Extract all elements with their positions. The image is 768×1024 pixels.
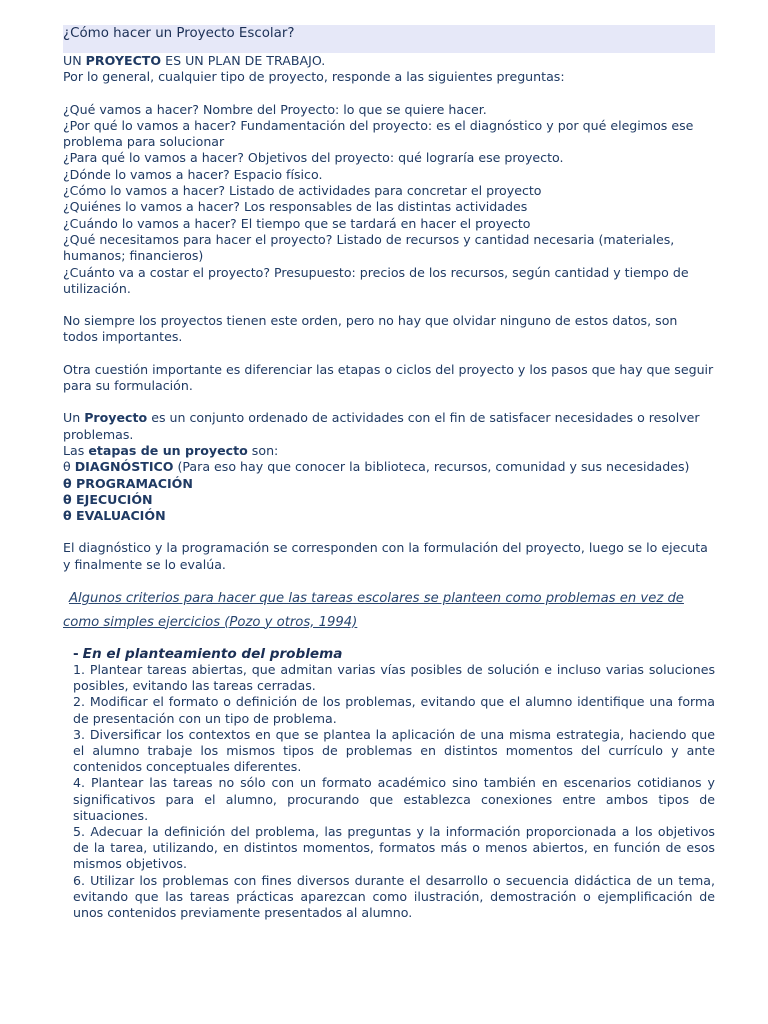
document-page [63, 25, 715, 921]
intro-line-1 [63, 53, 715, 69]
stages-a: Las [63, 442, 89, 458]
question-1: ¿Qué vamos a hacer? Nombre del Proyecto: lo que se quiere hacer. [63, 101, 487, 117]
title-bar [63, 25, 715, 53]
question-5: ¿Cómo lo vamos a hacer? Listado de actividades para concretar el proyecto [63, 183, 542, 199]
stage-ejecucion: θ EJECUCIÓN [63, 491, 153, 507]
question-9: ¿Cuánto va a costar el proyecto? Presupuesto: precios de los recursos, según cantidad y tiempo de utilización. [63, 264, 689, 296]
stage-diagnostico [63, 459, 715, 475]
stage-programacion: θ PROGRAMACIÓN [63, 475, 193, 491]
intro-section [63, 53, 715, 573]
def-c: es un conjunto ordenado de actividades con el fin de satisfacer necesidades o resolver problemas. [63, 410, 700, 442]
criteria-list [63, 662, 715, 921]
question-2: ¿Por qué lo vamos a hacer? Fundamentación del proyecto: es el diagnóstico y por qué elegimos ese problema para solucionar [63, 117, 694, 150]
list-item: 5. Adecuar la definición del problema, las preguntas y la información proporcionada a los objetivos de la tarea, utilizando, en distintos momentos, formatos más o menos abiertos, en función de esos mismos objetivos. [73, 824, 715, 872]
section-dash: - [73, 646, 79, 663]
question-3: ¿Para qué lo vamos a hacer? Objetivos del proyecto: qué lograría ese proyecto. [63, 150, 564, 166]
list-item: 4. Plantear las tareas no sólo con un formato académico sino también en escenarios cotidianos y significativos para el alumno, procurando que establezca conexiones entre ambos tipos de situaciones. [73, 775, 715, 823]
stages-intro [63, 443, 715, 459]
list-item: 2. Modificar el formato o definición de los problemas, evitando que el alumno identifique una forma de presentación con un tipo de problema. [73, 694, 715, 726]
paragraph-stages: Otra cuestión importante es diferenciar las etapas o ciclos del proyecto y los pasos que hay que seguir para su formulación. [63, 361, 714, 394]
intro-line-1-bold: PROYECTO [85, 53, 162, 68]
list-item: 1. Plantear tareas abiertas, que admitan varias vías posibles de solución e incluso varias soluciones posibles, evitando las tareas cerradas. [73, 662, 715, 694]
list-item: 3. Diversificar los contextos en que se plantea la aplicación de una misma estrategia, haciendo que el alumno trabaje los mismos tipos de problemas en distintos momentos del currículo y ante contenidos conceptuales diferentes. [73, 726, 715, 775]
stage-1-name: DIAGNÓSTICO [74, 459, 174, 475]
list-item: 6. Utilizar los problemas con fines diversos durante el desarrollo o secuencia didáctica de un tema, evitando que las tareas prácticas aparezcan como ilustración, demostración o ejemplificación de unos contenidos previamente presentados al alumno. [73, 872, 715, 921]
section-heading [63, 646, 715, 662]
intro-line-1-a: UN [63, 53, 86, 68]
stages-c: son: [247, 442, 279, 458]
paragraph-order: No siempre los proyectos tienen este orden, pero no hay que olvidar ninguno de estos datos, son todos importantes. [63, 313, 678, 345]
question-8: ¿Qué necesitamos para hacer el proyecto? Listado de recursos y cantidad necesaria (materiales, humanos; financieros) [63, 231, 675, 264]
def-bold: Proyecto [84, 410, 148, 426]
stage-evaluacion: θ EVALUACIÓN [63, 508, 166, 524]
criteria-title: Algunos criterios para hacer que las tareas escolares se planteen como problemas en vez de como simples ejercicios (Pozo y otros, 1994) [63, 591, 684, 630]
def-a: Un [63, 410, 85, 426]
intro-line-1-c: ES UN PLAN DE TRABAJO. [161, 53, 326, 68]
stages-bold: etapas de un proyecto [88, 442, 248, 458]
question-7: ¿Cuándo lo vamos a hacer? El tiempo que se tardará en hacer el proyecto [63, 215, 531, 231]
page-title: ¿Cómo hacer un Proyecto Escolar? [63, 26, 295, 41]
project-definition [63, 410, 715, 443]
closing-paragraph: El diagnóstico y la programación se corresponden con la formulación del proyecto, luego se lo ejecuta y finalmente se lo evalúa. [63, 540, 708, 572]
stage-1-mark: θ [63, 459, 75, 475]
question-4: ¿Dónde lo vamos a hacer? Espacio físico. [63, 166, 323, 182]
intro-line-2: Por lo general, cualquier tipo de proyecto, responde a las siguientes preguntas: [63, 69, 565, 85]
stage-1-note: (Para eso hay que conocer la biblioteca, recursos, comunidad y sus necesidades) [173, 459, 690, 475]
question-6: ¿Quiénes lo vamos a hacer? Los responsables de las distintas actividades [63, 199, 528, 215]
section-heading-text: En el planteamiento del problema [82, 646, 343, 663]
